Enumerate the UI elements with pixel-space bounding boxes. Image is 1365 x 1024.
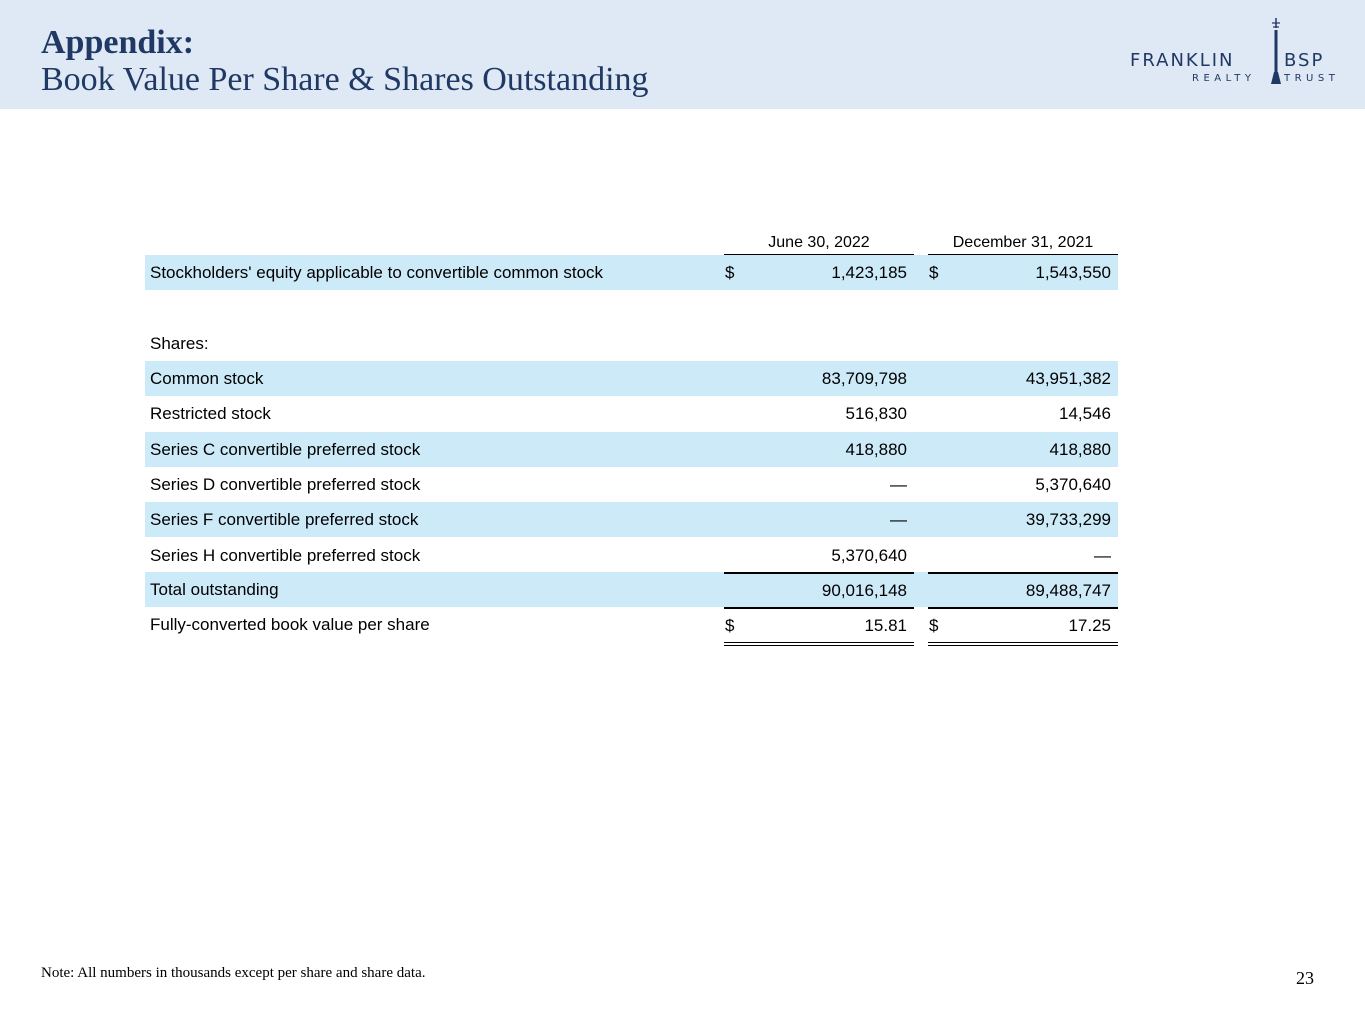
cell-june-2022	[724, 607, 914, 646]
column-header-dec-2021: December 31, 2021	[928, 233, 1118, 256]
cell-dec-2021	[928, 361, 1118, 396]
table-row-total	[145, 572, 1118, 607]
currency-symbol: $	[725, 616, 735, 635]
cell-dec-2021	[928, 607, 1118, 646]
table-row	[145, 361, 1118, 396]
cell-value: 5,370,640	[1035, 475, 1111, 494]
cell-june-2022	[724, 572, 914, 607]
cell-value: 5,370,640	[831, 546, 907, 565]
footnote: Note: All numbers in thousands except per share and share data.	[41, 965, 426, 981]
row-label: Series C convertible preferred stock	[150, 440, 421, 459]
cell-value: 43,951,382	[1025, 369, 1111, 388]
cell-dec-2021	[928, 538, 1118, 573]
cell-dec-2021	[928, 572, 1118, 607]
table-row	[145, 396, 1118, 431]
cell-june-2022	[724, 361, 914, 396]
cell-value: —	[890, 510, 907, 529]
row-label: Common stock	[150, 369, 264, 388]
cell-value: 418,880	[845, 440, 907, 459]
cell-value: 1,423,185	[831, 263, 907, 282]
header-band	[0, 0, 1365, 109]
currency-symbol: $	[929, 616, 939, 635]
cell-dec-2021	[928, 255, 1118, 290]
row-label: Series D convertible preferred stock	[150, 475, 421, 494]
svg-text:TRUST: TRUST	[1284, 73, 1340, 84]
table-row	[145, 502, 1118, 537]
cell-june-2022	[724, 467, 914, 502]
page-subtitle: Book Value Per Share & Shares Outstanding	[41, 61, 649, 98]
cell-june-2022	[724, 255, 914, 290]
svg-text:FRANKLIN: FRANKLIN	[1130, 50, 1235, 71]
cell-value: 90,016,148	[821, 581, 907, 600]
cell-june-2022	[724, 396, 914, 431]
row-label: Fully-converted book value per share	[150, 615, 430, 634]
cell-dec-2021	[928, 432, 1118, 467]
row-label: Restricted stock	[150, 404, 271, 423]
table-row	[145, 467, 1118, 502]
cell-dec-2021	[928, 467, 1118, 502]
shares-heading: Shares:	[150, 334, 209, 353]
currency-symbol: $	[929, 263, 939, 282]
cell-june-2022	[724, 502, 914, 537]
table-row-book-value-per-share	[145, 607, 1118, 642]
table-row-equity	[145, 255, 1118, 290]
cell-value: 15.81	[864, 616, 907, 635]
cell-dec-2021	[928, 502, 1118, 537]
shares-heading-row	[145, 326, 1118, 361]
cell-value: 418,880	[1049, 440, 1111, 459]
cell-value: —	[890, 475, 907, 494]
cell-value: 83,709,798	[821, 369, 907, 388]
cell-value: —	[1094, 546, 1111, 565]
svg-text:REALTY: REALTY	[1192, 73, 1256, 84]
cell-value: 516,830	[845, 404, 907, 423]
table-row	[145, 538, 1118, 573]
cell-dec-2021	[928, 396, 1118, 431]
column-header-june-2022: June 30, 2022	[724, 233, 914, 256]
row-label: Stockholders' equity applicable to convertible common stock	[150, 263, 604, 282]
currency-symbol: $	[725, 263, 735, 282]
cell-value: 39,733,299	[1025, 510, 1111, 529]
row-label: Total outstanding	[150, 580, 279, 599]
page-number: 23	[1296, 968, 1314, 988]
svg-text:BSP: BSP	[1284, 50, 1325, 71]
cell-june-2022	[724, 538, 914, 573]
cell-june-2022	[724, 432, 914, 467]
row-label: Series H convertible preferred stock	[150, 546, 421, 565]
table-row	[145, 432, 1118, 467]
cell-value: 17.25	[1068, 616, 1111, 635]
cell-value: 1,543,550	[1035, 263, 1111, 282]
row-label: Series F convertible preferred stock	[150, 510, 419, 529]
page-title: Appendix:	[41, 24, 195, 61]
cell-value: 14,546	[1059, 404, 1111, 423]
cell-value: 89,488,747	[1025, 581, 1111, 600]
franklin-bsp-logo	[1128, 16, 1350, 88]
